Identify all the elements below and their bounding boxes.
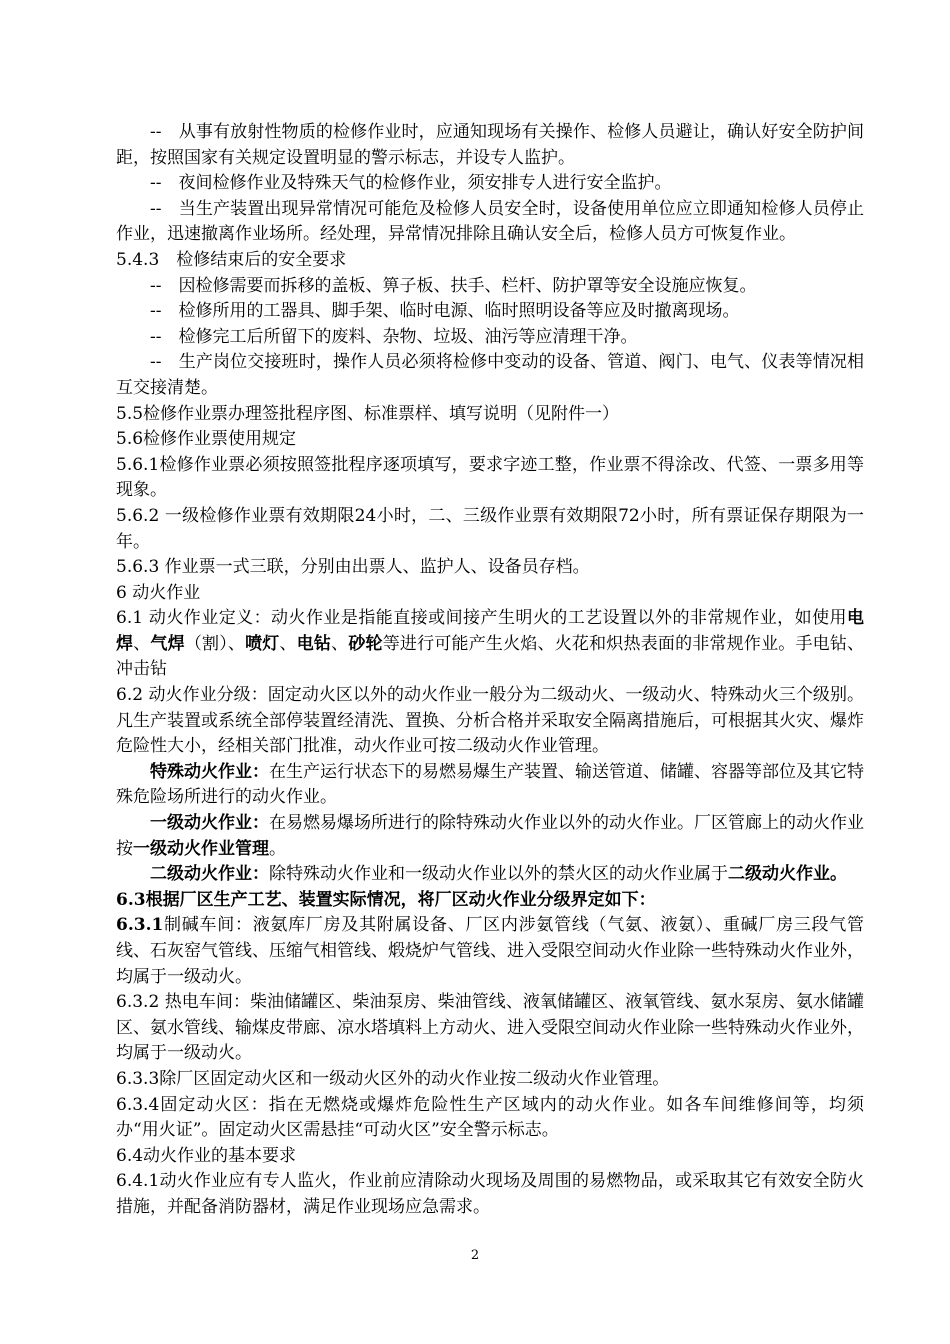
paragraph: -- 夜间检修作业及特殊天气的检修作业，须安排专人进行安全监护。 — [150, 173, 672, 194]
page-number: 2 — [470, 1248, 480, 1263]
paragraph: 5.6.2 一级检修作业票有效期限24小时，二、三级作业票有效期限72小时，所有票证保存期限为一年。 — [116, 505, 864, 552]
bold-term: 喷灯 — [245, 633, 280, 654]
bold-term: 砂轮 — [348, 633, 383, 654]
document-body — [116, 120, 864, 1221]
paragraph — [116, 606, 864, 683]
bold-term: 电焊 — [116, 608, 864, 654]
section-heading: 6.4动火作业的基本要求 — [116, 1145, 297, 1166]
paragraph: -- 因检修需要而拆移的盖板、箅子板、扶手、栏杆、防护罩等安全设施应恢复。 — [150, 275, 757, 296]
text-run: （割）、 — [184, 633, 246, 654]
bold-term: 二级动火作业： — [150, 864, 269, 885]
section-heading: 5.5检修作业票办理签批程序图、标准票样、填写说明（见附件一） — [116, 403, 620, 424]
text-run: 等进行可能产生火焰、火花和炽热表面的非常规作业。手电钻、冲击钻 — [116, 633, 865, 680]
paragraph — [116, 760, 864, 811]
bold-term: 二级动火作业。 — [728, 864, 847, 885]
text-run: 除特殊动火作业和一级动火作业以外的禁火区的动火作业属于 — [269, 864, 728, 885]
text-run: 在易燃易爆场所进行的除特殊动火作业以外的动火作业。厂区管廊上的动火作业按 — [116, 813, 864, 859]
paragraph — [116, 811, 864, 862]
text-run: 、 — [133, 633, 151, 654]
bold-term: 电钻 — [296, 633, 332, 654]
paragraph: 6.3.3除厂区固定动火区和一级动火区外的动火作业按二级动火作业管理。 — [116, 1068, 670, 1089]
section-heading: 6.3根据厂区生产工艺、装置实际情况，将厂区动火作业分级界定如下： — [116, 889, 656, 910]
text-run: 、 — [279, 633, 297, 654]
text-run: 制碱车间：液氨库厂房及其附属设备、厂区内涉氨管线（气氨、液氨）、重碱厂房三段气管线、石灰窑气管线、压缩气相管线、煅烧炉气管线、进入受限空间动火作业除一些特殊动火作业外，均属于一级动火。 — [116, 915, 864, 987]
paragraph: -- 生产岗位交接班时，操作人员必须将检修中变动的设备、管道、阀门、电气、仪表等情况相互交接清楚。 — [116, 352, 864, 398]
bold-term: 一级动火作业： — [150, 813, 269, 834]
section-heading: 5.4.3 检修结束后的安全要求 — [116, 249, 347, 270]
bold-term: 一级动火作业管理 — [133, 838, 269, 859]
paragraph — [116, 862, 864, 888]
paragraph — [116, 913, 864, 990]
text-run: 在生产运行状态下的易燃易爆生产装置、输送管道、储罐、容器等部位及其它特殊危险场所进行的动火作业。 — [116, 761, 864, 808]
text-run: 6.1 动火作业定义：动火作业是指能直接或间接产生明火的工艺设置以外的非常规作业，如使用 — [116, 608, 847, 629]
bold-term: 特殊动火作业： — [150, 761, 269, 782]
text-run: 、 — [331, 633, 349, 654]
bold-term: 气焊 — [150, 633, 185, 654]
paragraph: 6.4.1动火作业应有专人监火，作业前应清除动火现场及周围的易燃物品，或采取其它有效安全防火措施，并配备消防器材，满足作业现场应急需求。 — [116, 1171, 864, 1217]
paragraph: 6.2 动火作业分级：固定动火区以外的动火作业一般分为二级动火、一级动火、特殊动火三个级别。凡生产装置或系统全部停装置经清洗、置换、分析合格并采取安全隔离措施后，可根据其火灾、爆炸危险性大小，经相关部门批准，动火作业可按二级动火作业管理。 — [116, 685, 864, 757]
paragraph: 6.3.4固定动火区：指在无燃烧或爆炸危险性生产区域内的动火作业。如各车间维修间等，均须办“用火证”。固定动火区需悬挂“可动火区”安全警示标志。 — [116, 1094, 864, 1141]
section-heading: 5.6检修作业票使用规定 — [116, 429, 297, 450]
bold-term: 6.3.1 — [116, 915, 164, 936]
paragraph: -- 从事有放射性物质的检修作业时，应通知现场有关操作、检修人员避让，确认好安全防护间距，按照国家有关规定设置明显的警示标志，并设专人监护。 — [116, 122, 864, 168]
paragraph: -- 当生产装置出现异常情况可能危及检修人员安全时，设备使用单位应立即通知检修人员停止作业，迅速撤离作业场所。经处理，异常情况排除且确认安全后，检修人员方可恢复作业。 — [116, 198, 864, 245]
paragraph: 5.6.1检修作业票必须按照签批程序逐项填写，要求字迹工整，作业票不得涂改、代签、一票多用等现象。 — [116, 454, 864, 501]
chapter-heading: 6 动火作业 — [116, 582, 201, 603]
paragraph: -- 检修完工后所留下的废料、杂物、垃圾、油污等应清理干净。 — [150, 326, 638, 347]
paragraph: 5.6.3 作业票一式三联，分别由出票人、监护人、设备员存档。 — [116, 557, 590, 578]
paragraph: 6.3.2 热电车间：柴油储罐区、柴油泵房、柴油管线、液氧储罐区、液氧管线、氨水泵房、氨水储罐区、氨水管线、输煤皮带廊、凉水塔填料上方动火、进入受限空间动火作业除一些特殊动火作业外，均属于一级动火。 — [116, 992, 864, 1064]
text-run: 。 — [269, 838, 286, 859]
paragraph: -- 检修所用的工器具、脚手架、临时电源、临时照明设备等应及时撤离现场。 — [150, 301, 740, 322]
